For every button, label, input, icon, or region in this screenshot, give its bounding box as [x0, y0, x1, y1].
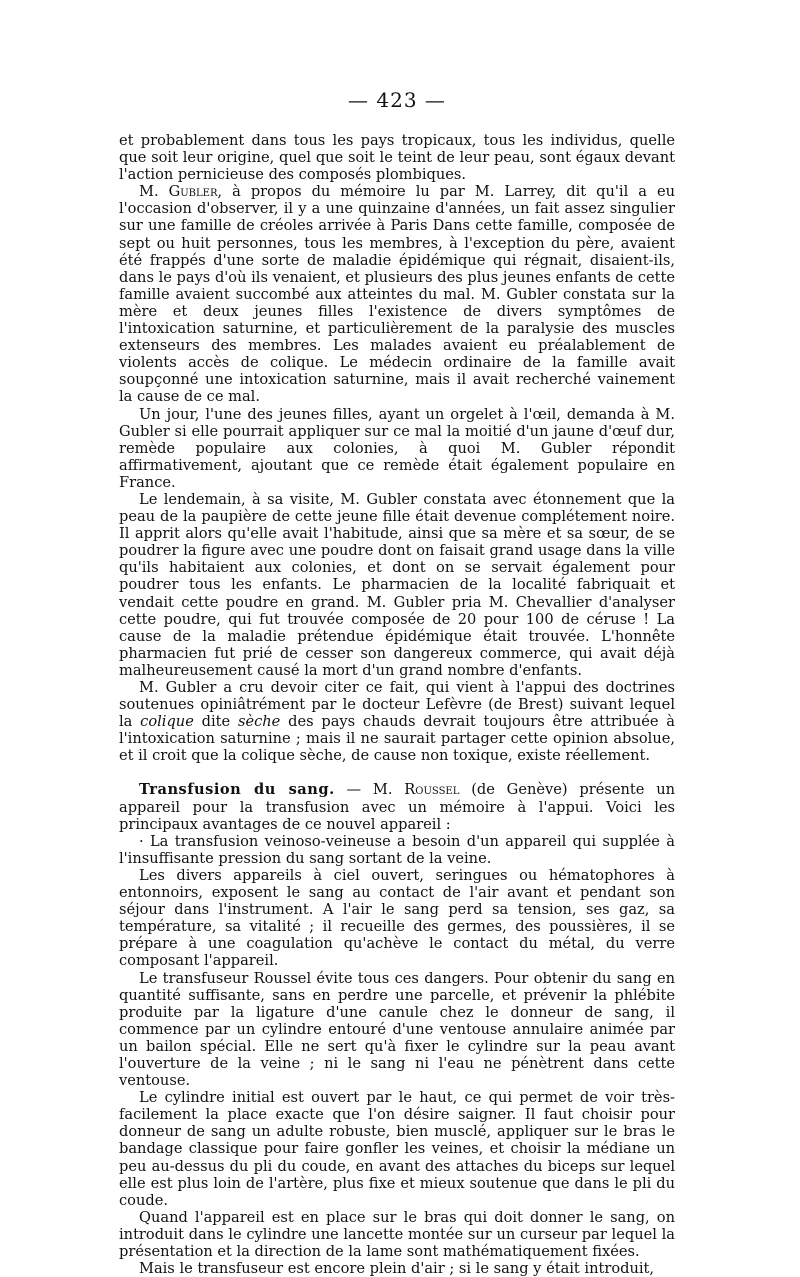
paragraph-transfuseur: Le transfuseur Roussel évite tous ces dangers. Pour obtenir du sang en quantité suffisante, sans en perdre une parcelle, et prévenir la phlébite produite par la ligature d'une canule chez le donneur de sang, il commence par un cylindre entouré d'une ventouse annulaire animée par un bailon spécial. Elle ne sert qu'à fixer le cylindre sur la peau avant l'ouverture de la veine ; ni le sang ni l'eau ne pénètrent dans cette ventouse. — [119, 969, 675, 1090]
paragraph-doctrines — [119, 679, 675, 764]
italic-term-seche: sèche — [237, 713, 281, 731]
paragraph-appareil-en-place: Quand l'appareil est en place sur le bras qui doit donner le sang, on introduit dans le cylindre une lancette montée sur un curseur par lequel la présentation et la direction de la lame sont mathématiquement fixées. — [119, 1208, 675, 1260]
page-number: — 423 — — [348, 88, 446, 112]
text-run: M. Gubler a cru devoir citer ce fait, qui vient à l'appui des doctrines soutenues opiniâtrément par le docteur Lefèvre (de Brest) suivant lequel la — [119, 679, 675, 731]
author-name-gubler: Gubler — [168, 183, 218, 201]
section-heading: Transfusion du sang. — [139, 781, 335, 799]
paragraph-lendemain: Le lendemain, à sa visite, M. Gubler constata avec étonnement que la peau de la paupière de cette jeune fille était devenue complétement noire. Il apprit alors qu'elle avait l'habitude, ainsi que sa mère et sa sœur, de se poudrer la figure avec une poudre dont on faisait grand usage dans la ville qu'ils habitaient aux colonies, et dont on se servait également pour poudrer tous les enfants. Le pharmacien de la localité fabriquait et vendait cette poudre en grand. M. Gubler pria M. Chevallier d'analyser cette poudre, qui fut trouvée composée de 20 pour 100 de céruse ! La cause de la maladie prétendue épidémique était trouvée. L'honnête pharmacien fut prié de cesser son dangereux commerce, qui avait déjà malheureusement causé la mort d'un grand nombre d'enfants. — [119, 490, 675, 679]
text-run: , à propos du mémoire lu par M. Larrey, dit qu'il a eu l'occasion d'observer, il y a une quinzaine d'années, un fait assez singulier sur une famille de créoles arrivée à Paris Dans cette famille, composée de sept ou huit personnes, tous les membres, à l'exception du père, avaient été frappés d'une sorte de maladie épidémique qui régnait, disaient-ils, dans le pays d'où ils venaient, et plusieurs des plus jeunes enfants de cette famille avaient succombé aux atteintes du mal. M. Gubler constata sur la mère et deux jeunes filles l'existence de divers symptômes de l'intoxication saturnine, et particulièrement de la paralysie des muscles extenseurs des membres. Les malades avaient eu préalablement de violents accès de colique. Le médecin ordinaire de la famille avait soupçonné une intoxication saturnine, mais il avait recherché vainement la cause de ce mal. — [119, 183, 675, 406]
text-run: — M. — [334, 781, 405, 799]
paragraph-cylindre: Le cylindre initial est ouvert par le haut, ce qui permet de voir très-facilement la place exacte que l'on désire saigner. Il faut choisir pour donneur de sang un adulte robuste, bien musclé, appliquer sur le bras le bandage classique pour faire gonfler les veines, et choisir la médiane un peu au-dessus du pli du coude, en avant des attaches du biceps sur lequel elle est plus loin de l'artère, plus fixe et mieux soutenue que dans le pli du coude. — [119, 1089, 675, 1209]
author-name-roussel: Roussel — [404, 781, 460, 799]
text-run: (de Genève) présente un appareil pour la transfusion avec un mémoire à l'appui. Voici les principaux avantages de ce nouvel appareil : — [119, 781, 675, 833]
document-page — [119, 88, 675, 1277]
paragraph-continuation: et probablement dans tous les pays tropicaux, tous les individus, quelle que soit leur origine, quel que soit le teint de leur peau, sont égaux devant l'action pernicieuse des composés plombiques. — [119, 132, 675, 184]
paragraph-orgelet: Un jour, l'une des jeunes filles, ayant un orgelet à l'œil, demanda à M. Gubler si elle pourrait appliquer sur ce mal la moitié d'un jaune d'œuf dur, remède populaire aux colonies, à quoi M. Gubler répondit affirmativement, ajoutant que ce remède était également populaire en France. — [119, 405, 675, 491]
paragraph-transfusion-heading — [119, 781, 675, 832]
text-run: dite — [193, 713, 238, 731]
paragraph-veinoso-veineuse: · La transfusion veinoso-veineuse a besoin d'un appareil qui supplée à l'insuffisante pression du sang sortant de la veine. — [119, 832, 675, 867]
paragraph-plein-air: Mais le transfuseur est encore plein d'air ; si le sang y était introduit, — [139, 1260, 655, 1277]
paragraph-gubler-observation — [119, 183, 675, 405]
paragraph-appareils: Les divers appareils à ciel ouvert, seringues ou hématophores à entonnoirs, exposent le sang au contact de l'air avant et pendant son séjour dans l'instrument. A l'air le sang perd sa tension, ses gaz, sa température, sa vitalité ; il recueille des germes, des poussières, il se prépare à une coagulation qu'achève le contact du métal, du verre composant l'appareil. — [119, 866, 675, 970]
text-run: des pays chauds devrait toujours être attribuée à l'intoxication saturnine ; mais il ne saurait partager cette opinion absolue, et il croit que la colique sèche, de cause non toxique, existe réellement. — [119, 713, 675, 765]
italic-term-colique: colique — [140, 713, 194, 731]
text-run: M. — [139, 183, 169, 201]
